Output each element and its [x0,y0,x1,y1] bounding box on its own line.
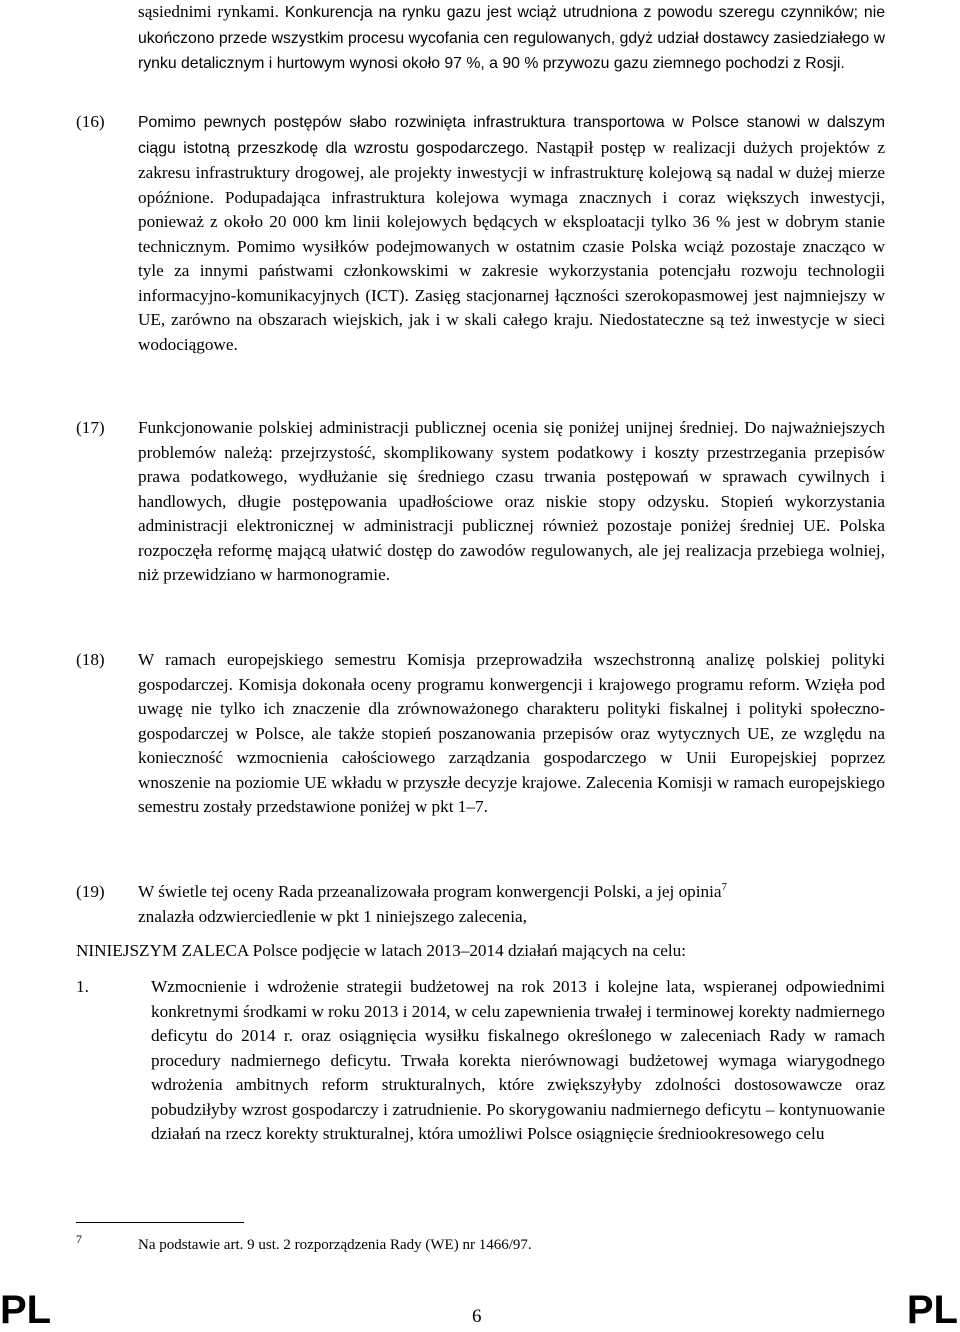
paragraph-17-number: (17) [76,418,105,437]
intro-paragraph [138,0,885,77]
intro-segment-serif: sąsiednimi rynkami. [138,2,279,21]
footer-language-right: PL [906,1288,958,1332]
paragraph-19-text-after: znalazła odzwierciedlenie w pkt 1 niniejszego zalecenia, [138,906,527,926]
intro-segment-sans: Konkurencja na rynku gazu jest wciąż utrudniona z powodu szeregu czynników; nie ukończono przede wszystkim procesu wycofania cen regulowanych, gdyż udział dostawcy zasiedziałego w rynku detalicznym i hurtowym wynosi około 97 %, a 90 % przywozu gazu ziemnego pochodzi z Rosji. [138,4,886,72]
footnote-separator [76,1222,244,1223]
paragraph-19-text-before: W świetle tej oceny Rada przeanalizowała program konwergencji Polski, a jej opinia [138,882,722,901]
paragraph-16-segment-serif: Nastąpił postęp w realizacji dużych projektów z zakresu infrastruktury drogowej, ale projekty inwestycji w infrastrukturę kolejową są nadal w dużej mierze opóźnione. Podupadająca infrastruktura kolejowa wymaga znacznych i coraz większych inwestycji, ponieważ z około 20 000 km linii kolejowych będących w eksploatacji tylko 36 % jest w dobrym stanie technicznym. Pomimo wysiłków podejmowanych w ostatnim czasie Polska wciąż pozostaje znacząco w tyle za innymi państwami członkowskimi w zakresie wykorzystania potencjału rozwoju technologii informacyjno-komunikacyjnych (ICT). Zasięg stacjonarnej łączności szerokopasmowej jest najmniejszy w UE, zarówno na obszarach wiejskich, jak i w skali całego kraju. Niedostateczne są też inwestycje w sieci wodociągowe. [138,137,886,354]
page-number: 6 [472,1306,482,1327]
footnote-reference: 7 [721,881,728,893]
footnote-text: Na podstawie art. 9 ust. 2 rozporządzenia Rady (WE) nr 1466/97. [138,1237,532,1253]
paragraph-18: W ramach europejskiego semestru Komisja przeprowadziła wszechstronną analizę polskiej polityki gospodarczej. Komisja dokonała oceny programu konwergencji i krajowego programu reform. Wzięła pod uwagę nie tylko ich znaczenie dla zrównoważonego charakteru polityki fiskalnej i polityki społeczno-gospodarczej w Polsce, ale także stopień poszanowania przepisów oraz wytycznych UE, ze względu na konieczność wzmocnienia całościowego zarządzania gospodarczego w Unii Europejskiej poprzez wnoszenie na poziomie UE wkładu w przyszłe decyzje krajowe. Zalecenia Komisji w ramach europejskiego semestru zostały przedstawione poniżej w pkt 1–7. [138,650,885,816]
paragraph-19-number: (19) [76,882,105,901]
paragraph-16-number: (16) [76,112,105,131]
paragraph-16 [138,110,885,357]
paragraph-18-number: (18) [76,650,105,669]
recommendation-heading: NINIEJSZYM ZALECA Polsce podjęcie w latach 2013–2014 działań mających na celu: [76,941,686,960]
item-1-text: Wzmocnienie i wdrożenie strategii budżetowej na rok 2013 i kolejne lata, wspieranej odpowiednimi konkretnymi środkami w roku 2013 i 2014, w celu zapewnienia trwałej i terminowej korekty nadmiernego deficytu do 2014 r. oraz osiągnięcia wysiłku fiskalnego określonego w zaleceniach Rady w ramach procedury nadmiernego deficytu. Trwała korekta nierównowagi budżetowej wymaga wiarygodnego wdrożenia ambitnych reform strukturalnych, które zwiększyłyby zdolności dostosowawcze oraz pobudziłyby wzrost gospodarczy i zatrudnienie. Po skorygowaniu nadmiernego deficytu – kontynuowanie działań na rzecz korekty strukturalnej, która umożliwi Polsce osiągnięcie średniookresowego celu [151,977,885,1143]
footer-language-left: PL [0,1288,52,1332]
footnote-number: 7 [76,1232,82,1246]
item-1-number: 1. [76,977,89,996]
paragraph-16-segment-sans: Pomimo pewnych postępów słabo rozwinięta infrastruktura transportowa w Polsce stanowi w dalszym ciągu istotną przeszkodę dla wzrostu gospodarczego. [138,114,885,157]
paragraph-17: Funkcjonowanie polskiej administracji publicznej ocenia się poniżej unijnej średniej. Do najważniejszych problemów należą: przejrzystość, skomplikowany system podatkowy i koszty przestrzegania przepisów prawa podatkowego, wydłużanie się średniego czasu trwania postępowań w sprawach cywilnych i handlowych, długie postępowania upadłościowe oraz niskie stopy odzysku. Stopień wykorzystania administracji elektronicznej w administracji publicznej również pozostaje poniżej średniej UE. Polska rozpoczęła reformę mającą ułatwić dostęp do zawodów regulowanych, ale jej realizacja przebiega wolniej, niż przewidziano w harmonogramie. [138,418,885,584]
paragraph-19 [138,880,885,929]
